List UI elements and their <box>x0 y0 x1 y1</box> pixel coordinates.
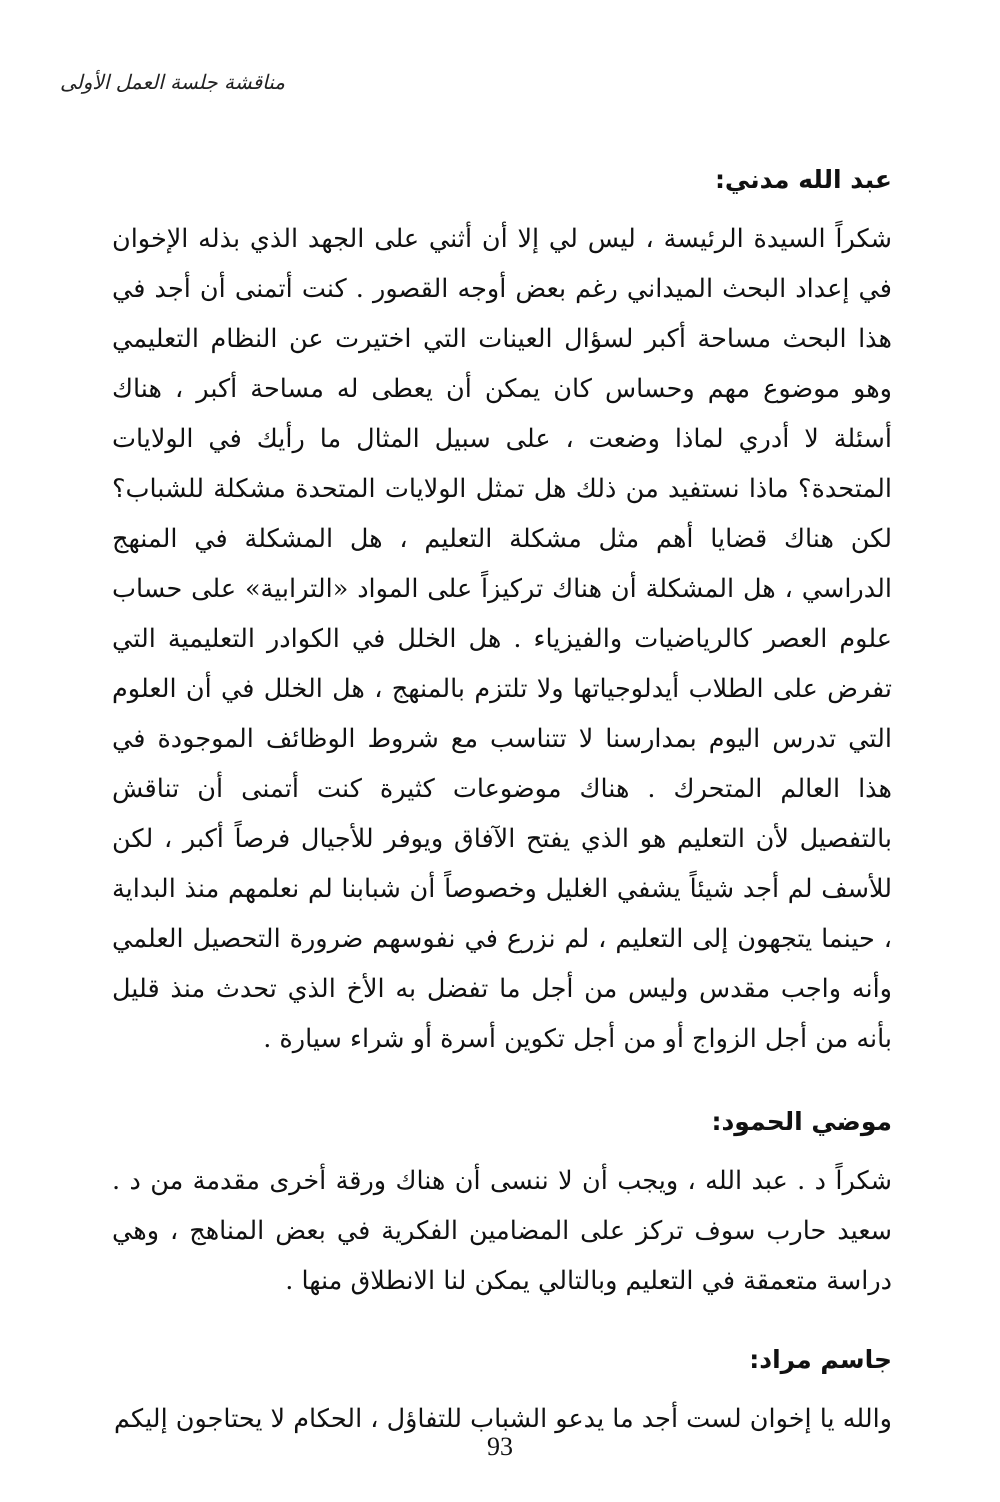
speech-paragraph: شكراً د . عبد الله ، ويجب أن لا ننسى أن هناك ورقة أخرى مقدمة من د . سعيد حارب سوف تركز على المضامين الفكرية في بعض المناهج ، وهي دراسة متعمقة في التعليم وبالتالي يمكن لنا الانطلاق منها . <box>112 1166 892 1296</box>
speaker-block-3 <box>112 1340 892 1444</box>
speech-paragraph: شكراً السيدة الرئيسة ، ليس لي إلا أن أثني على الجهد الذي بذله الإخوان في إعداد البحث الميداني رغم بعض أوجه القصور . كنت أتمنى أن أجد في هذا البحث مساحة أكبر لسؤال العينات التي اختيرت عن النظام التعليمي وهو موضوع مهم وحساس كان يمكن أن يعطى له مساحة أكبر ، هناك أسئلة لا أدري لماذا وضعت ، على سبيل المثال ما رأيك في الولايات المتحدة؟ ماذا نستفيد من ذلك هل تمثل الولايات المتحدة مشكلة للشباب؟ لكن هناك قضايا أهم مثل مشكلة التعليم ، هل المشكلة في المنهج الدراسي ، هل المشكلة أن هناك تركيزاً على المواد «الترابية» على حساب علوم العصر كالرياضيات والفيزياء . هل الخلل في الكوادر التعليمية التي تفرض على الطلاب أيدلوجياتها ولا تلتزم بالمنهج ، هل الخلل في أن العلوم التي تدرس اليوم بمدارسنا لا تتناسب مع شروط الوظائف الموجودة في هذا العالم المتحرك . هناك موضوعات كثيرة كنت أتمنى أن تناقش بالتفصيل لأن التعليم هو الذي يفتح الآفاق ويوفر للأجيال فرصاً أكبر ، لكن للأسف لم أجد شيئاً يشفي الغليل وخصوصاً أن شبابنا لم نعلمهم منذ البداية ، حينما يتجهون إلى التعليم ، لم نزرع في نفوسهم ضرورة التحصيل العلمي وأنه واجب مقدس وليس من أجل ما تفضل به الأخ الذي تحدث منذ قليل بأنه من أجل الزواج أو من أجل تكوين أسرة أو شراء سيارة . <box>112 224 892 1054</box>
speaker-name: موضي الحمود: <box>711 1107 892 1136</box>
running-header: مناقشة جلسة العمل الأولى <box>60 70 285 94</box>
speaker-name: جاسم مراد: <box>749 1345 892 1374</box>
page-number: 93 <box>487 1432 513 1461</box>
speaker-block-1 <box>112 160 892 1064</box>
speech-paragraph: والله يا إخوان لست أجد ما يدعو الشباب للتفاؤل ، الحكام لا يحتاجون إليكم <box>114 1404 892 1434</box>
speaker-block-2 <box>112 1102 892 1306</box>
page-content <box>112 160 892 1444</box>
speaker-name: عبد الله مدني: <box>714 165 892 194</box>
